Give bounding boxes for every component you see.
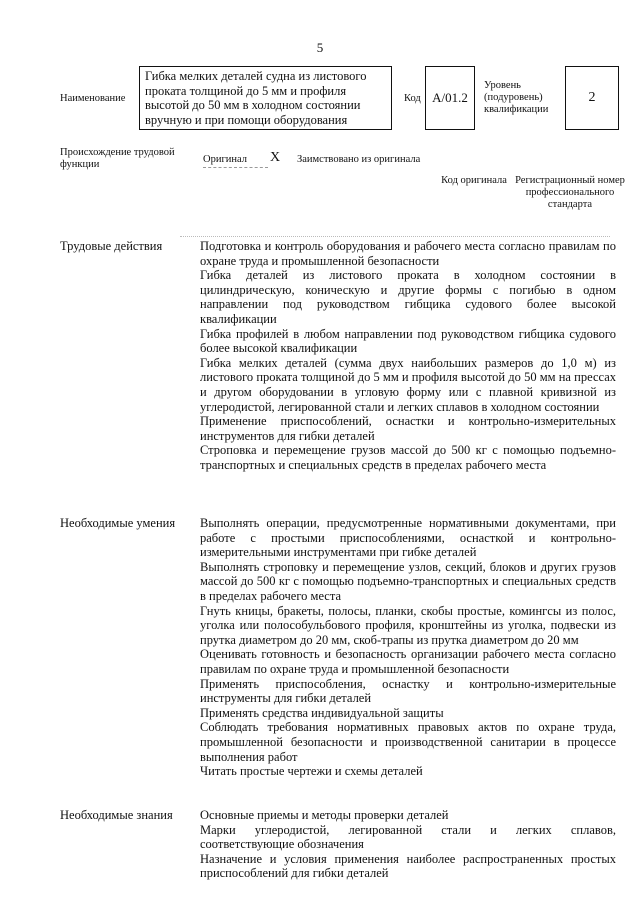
list-item: Выполнять строповку и перемещение узлов, секций, блоков и других грузов массой до 500 кг с помощью подъемно-транспортных и специальных средств в пределах рабочего места bbox=[200, 559, 616, 603]
code-original-label: Код оригинала bbox=[441, 175, 507, 186]
divider bbox=[180, 236, 610, 237]
section-items bbox=[200, 239, 616, 473]
list-item: Назначение и условия применения наиболее распространенных простых приспособлений для гибки деталей bbox=[200, 851, 616, 881]
name-label: Наименование bbox=[60, 93, 126, 104]
divider bbox=[203, 167, 268, 168]
section-label: Необходимые умения bbox=[60, 516, 176, 530]
code-box: A/01.2 bbox=[425, 66, 475, 130]
list-item: Основные приемы и методы проверки деталей bbox=[200, 808, 449, 822]
section-items bbox=[200, 516, 616, 779]
borrowed-label: Заимствовано из оригинала bbox=[297, 154, 421, 165]
list-item: Оценивать готовность и безопасность организации рабочего места согласно правилам по охране труда и промышленной безопасности bbox=[200, 647, 616, 676]
list-item: Соблюдать требования нормативных правовых актов по охране труда, промышленной безопасности и производственной санитарии в процессе выполнения работ bbox=[200, 720, 616, 764]
list-item: Читать простые чертежи и схемы деталей bbox=[200, 764, 423, 779]
list-item: Марки углеродистой, легированной стали и легких сплавов, соответствующие обозначения bbox=[200, 822, 616, 852]
code-label: Код bbox=[404, 93, 421, 104]
level-box: 2 bbox=[565, 66, 619, 130]
section-label: Необходимые знания bbox=[60, 808, 173, 822]
list-item: Применять приспособления, оснастку и контрольно-измерительные инструменты для гибки деталей bbox=[200, 676, 616, 706]
origin-label: Происхождение трудовой функции bbox=[60, 147, 175, 170]
list-item: Применение приспособлений, оснастки и контрольно-измерительных инструментов для гибки деталей bbox=[200, 414, 616, 443]
section-label: Трудовые действия bbox=[60, 239, 163, 253]
list-item: Применять средства индивидуальной защиты bbox=[200, 705, 444, 720]
list-item: Гибка деталей из листового проката в холодном состоянии в цилиндрическую, коническую и другие формы с погибью в одном направлении под руководством гибщика судового более высокой квалификации bbox=[200, 268, 616, 326]
list-item: Гибка мелких деталей (сумма двух наибольших размеров до 1,0 м) из листового проката толщиной до 5 мм и профиля высотой до 50 мм на прессах и другом оборудовании в угловую форму или с плавной кривизной из углеродистой, легированной стали и легких сплавов в холодном состоянии bbox=[200, 355, 616, 414]
original-label: Оригинал bbox=[203, 154, 247, 165]
original-mark: X bbox=[270, 150, 281, 165]
list-item: Гнуть кницы, бракеты, полосы, планки, скобы простые, комингсы из полос, уголка или полособульбового профиля, кронштейны из уголка, подвески из прутка диаметром до 20 мм, скоб-трапы из прутка диаметром до 20 мм bbox=[200, 603, 616, 647]
registration-number-label: Регистрационный номер профессионального стандарта bbox=[515, 175, 625, 210]
list-item: Подготовка и контроль оборудования и рабочего места согласно правилам по охране труда и промышленной безопасности bbox=[200, 239, 616, 268]
list-item: Строповка и перемещение грузов массой до 500 кг с помощью подъемно-транспортных и специальных средств в пределах рабочего места bbox=[200, 443, 616, 472]
function-name-box: Гибка мелких деталей судна из листового проката толщиной до 5 мм и профиля высотой до 50 мм в холодном состоянии вручную и при помощи оборудования bbox=[139, 66, 392, 130]
level-label: Уровень (подуровень) квалификации bbox=[484, 80, 549, 115]
list-item: Гибка профилей в любом направлении под руководством гибщика судового более высокой квалификации bbox=[200, 326, 616, 356]
section-items bbox=[200, 808, 616, 881]
page-number: 5 bbox=[316, 40, 324, 55]
list-item: Выполнять операции, предусмотренные нормативными документами, при работе с простыми приспособлениями, оснасткой и контрольно-измерительными инструментами при гибке деталей bbox=[200, 516, 616, 560]
